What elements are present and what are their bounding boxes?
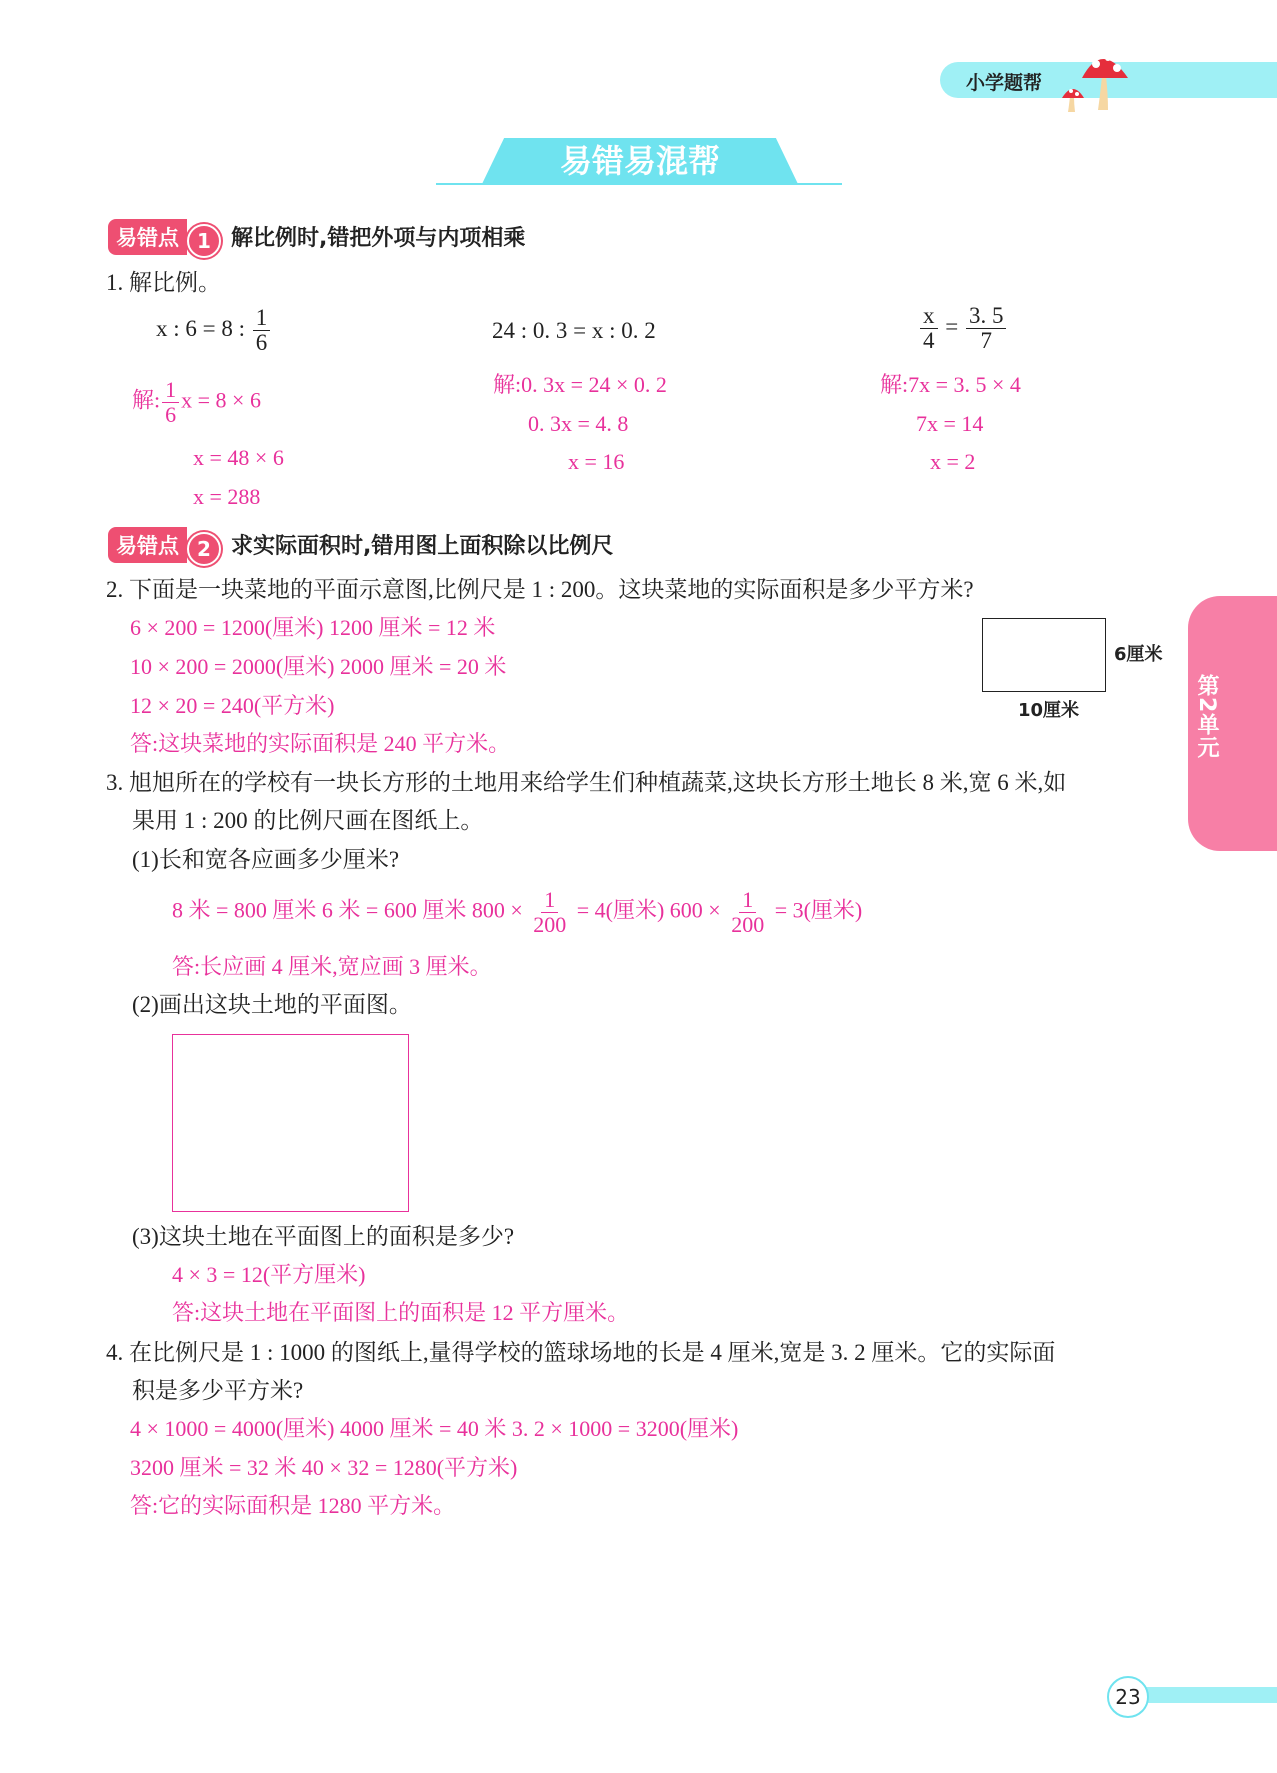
q1-p1-step2: x = 48 × 6 [193, 445, 284, 470]
q1-p2-step2: 0. 3x = 4. 8 [528, 411, 629, 436]
q2-figure-rect [982, 618, 1106, 692]
q2-figure-height-label: 6厘米 [1114, 644, 1163, 665]
section1-heading [108, 219, 525, 258]
q2-answer-3: 12 × 20 = 240(平方米) [130, 693, 335, 718]
q1-p2-equation: 24 : 0. 3 = x : 0. 2 [492, 318, 656, 343]
q3-text-line2: 果用 1 : 200 的比例尺画在图纸上。 [132, 808, 484, 833]
q2-answer-4: 答:这块菜地的实际面积是 240 平方米。 [130, 731, 511, 756]
q3-sub2: (2)画出这块土地的平面图。 [132, 992, 412, 1017]
section2-badge: 易错点 [108, 527, 187, 563]
section2-title: 求实际面积时,错用图上面积除以比例尺 [231, 534, 614, 559]
q1-p2-step3: x = 16 [568, 449, 625, 474]
q3-sub1: (1)长和宽各应画多少厘米? [132, 847, 400, 872]
section2-heading [108, 527, 613, 566]
section1-badge-number: 1 [187, 224, 221, 258]
q1-p3-step2: 7x = 14 [916, 411, 984, 436]
q1-label: 1. 解比例。 [106, 270, 221, 295]
q1-p3-equation: $\frac{x}{4}$ = $\frac{3. 5}{7}$ [918, 304, 1008, 353]
q1-p3-step1: 解:7x = 3. 5 × 4 [880, 372, 1021, 397]
page-title: 易错易混帮 [559, 142, 720, 180]
q3-sub1-answer: 答:长应画 4 厘米,宽应画 3 厘米。 [172, 954, 492, 979]
q3-drawn-rectangle [172, 1034, 409, 1212]
q4-text-line2: 积是多少平方米? [132, 1378, 304, 1403]
q3-sub3-answer: 答:这块土地在平面图上的面积是 12 平方厘米。 [172, 1300, 630, 1325]
q1-p2-step1: 解:0. 3x = 24 × 0. 2 [493, 372, 667, 397]
q1-p1-step3: x = 288 [193, 484, 261, 509]
q3-text-line1: 3. 旭旭所在的学校有一块长方形的土地用来给学生们种植蔬菜,这块长方形土地长 8 米,宽 6 米,如 [106, 770, 1067, 795]
brand-name: 小学题帮 [966, 72, 1043, 94]
page-number: 23 [1107, 1676, 1149, 1718]
q1-p1-equation: x : 6 = 8 : $\frac{1}{6}$ [156, 306, 272, 355]
q4-text-line1: 4. 在比例尺是 1 : 1000 的图纸上,量得学校的篮球场地的长是 4 厘米,宽是 3. 2 厘米。它的实际面 [106, 1340, 1056, 1365]
q3-sub3: (3)这块土地在平面图上的面积是多少? [132, 1224, 515, 1249]
q1-p3-step3: x = 2 [930, 449, 976, 474]
q2-answer-1: 6 × 200 = 1200(厘米) 1200 厘米 = 12 米 [130, 615, 496, 640]
mushroom-icon [1062, 44, 1152, 114]
q2-figure-width-label: 10厘米 [1018, 700, 1080, 721]
page-number-bar [1132, 1687, 1277, 1703]
section2-badge-number: 2 [187, 532, 221, 566]
q2-answer-2: 10 × 200 = 2000(厘米) 2000 厘米 = 20 米 [130, 654, 507, 679]
q3-sub1-calc: 8 米 = 800 厘米 6 米 = 600 厘米 800 × $\frac{1}{200}$ = 4(厘米) 600 × $\frac{1}{200}$ = 3(厘米) [172, 887, 863, 937]
q4-answer-3: 答:它的实际面积是 1280 平方米。 [130, 1493, 456, 1518]
section1-title: 解比例时,错把外项与内项相乘 [231, 226, 526, 251]
q4-answer-2: 3200 厘米 = 32 米 40 × 32 = 1280(平方米) [130, 1455, 518, 1480]
q2-text: 2. 下面是一块菜地的平面示意图,比例尺是 1 : 200。这块菜地的实际面积是多少平方米? [106, 577, 974, 602]
q4-answer-1: 4 × 1000 = 4000(厘米) 4000 厘米 = 40 米 3. 2 × 1000 = 3200(厘米) [130, 1416, 739, 1441]
q3-sub3-calc: 4 × 3 = 12(平方厘米) [172, 1262, 366, 1287]
q1-p1-step1: 解: $\frac{1}{6}$ x = 8 × 6 [132, 377, 261, 427]
section1-badge: 易错点 [108, 219, 187, 255]
side-tab-label: 第2单元 [1194, 674, 1219, 760]
